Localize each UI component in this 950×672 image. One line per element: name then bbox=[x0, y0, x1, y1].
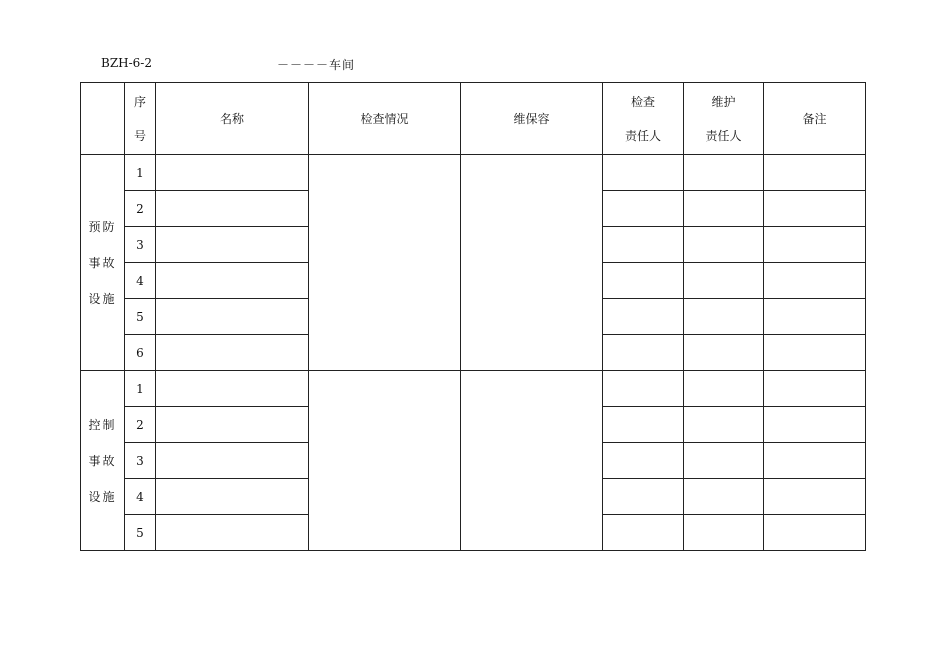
maintainer-cell[interactable] bbox=[684, 227, 764, 263]
remarks-cell[interactable] bbox=[764, 263, 866, 299]
inspector-cell[interactable] bbox=[603, 191, 684, 227]
remarks-header: 备注 bbox=[764, 83, 866, 155]
group-label-cell bbox=[81, 371, 125, 551]
group-label-line: 事故 bbox=[88, 255, 117, 270]
maintainer-cell[interactable] bbox=[684, 371, 764, 407]
inspector-cell[interactable] bbox=[603, 407, 684, 443]
name-cell[interactable] bbox=[156, 191, 309, 227]
inspector-cell[interactable] bbox=[603, 299, 684, 335]
maintainer-cell[interactable] bbox=[684, 479, 764, 515]
row-number: 5 bbox=[125, 299, 156, 335]
seq-header bbox=[125, 83, 156, 155]
workshop-label: －－－－车间 bbox=[277, 58, 356, 72]
maintainer-cell[interactable] bbox=[684, 407, 764, 443]
maintainer-cell[interactable] bbox=[684, 299, 764, 335]
group-label-line: 事故 bbox=[88, 453, 117, 468]
maintainer-cell[interactable] bbox=[684, 155, 764, 191]
name-header: 名称 bbox=[156, 83, 309, 155]
maintenance-cell[interactable] bbox=[461, 371, 603, 551]
group-header-cell bbox=[81, 83, 125, 155]
maintainer-cell[interactable] bbox=[684, 443, 764, 479]
remarks-cell[interactable] bbox=[764, 479, 866, 515]
inspector-header-line2: 责任人 bbox=[624, 128, 661, 143]
name-cell[interactable] bbox=[156, 515, 309, 551]
seq-header-line1: 序 bbox=[133, 94, 146, 109]
maintenance-cell[interactable] bbox=[461, 155, 603, 371]
inspector-cell[interactable] bbox=[603, 263, 684, 299]
inspector-cell[interactable] bbox=[603, 227, 684, 263]
name-cell[interactable] bbox=[156, 263, 309, 299]
name-cell[interactable] bbox=[156, 479, 309, 515]
remarks-cell[interactable] bbox=[764, 191, 866, 227]
inspector-cell[interactable] bbox=[603, 443, 684, 479]
maintainer-header-line1: 维护 bbox=[711, 94, 736, 109]
row-number: 6 bbox=[125, 335, 156, 371]
row-number: 1 bbox=[125, 371, 156, 407]
name-cell[interactable] bbox=[156, 443, 309, 479]
group-label bbox=[81, 209, 124, 317]
remarks-cell[interactable] bbox=[764, 227, 866, 263]
row-number: 4 bbox=[125, 479, 156, 515]
table-row bbox=[81, 371, 866, 407]
row-number: 2 bbox=[125, 191, 156, 227]
group-label-line: 设施 bbox=[88, 291, 117, 306]
name-cell[interactable] bbox=[156, 335, 309, 371]
inspector-header-line1: 检查 bbox=[630, 94, 655, 109]
inspection-table bbox=[80, 82, 866, 551]
inspector-header bbox=[603, 83, 684, 155]
inspector-cell[interactable] bbox=[603, 515, 684, 551]
name-cell[interactable] bbox=[156, 299, 309, 335]
remarks-cell[interactable] bbox=[764, 155, 866, 191]
group-label bbox=[81, 407, 124, 515]
row-number: 3 bbox=[125, 227, 156, 263]
inspection-cell[interactable] bbox=[309, 371, 461, 551]
inspection-cell[interactable] bbox=[309, 155, 461, 371]
maintenance-header: 维保容 bbox=[461, 83, 603, 155]
maintainer-cell[interactable] bbox=[684, 335, 764, 371]
inspection-header: 检查情况 bbox=[309, 83, 461, 155]
maintainer-cell[interactable] bbox=[684, 515, 764, 551]
maintainer-header-line2: 责任人 bbox=[705, 128, 742, 143]
remarks-cell[interactable] bbox=[764, 299, 866, 335]
maintainer-cell[interactable] bbox=[684, 191, 764, 227]
group-label-cell bbox=[81, 155, 125, 371]
remarks-cell[interactable] bbox=[764, 371, 866, 407]
inspector-cell[interactable] bbox=[603, 155, 684, 191]
remarks-cell[interactable] bbox=[764, 515, 866, 551]
name-cell[interactable] bbox=[156, 227, 309, 263]
group-label-line: 设施 bbox=[88, 489, 117, 504]
seq-header-line2: 号 bbox=[133, 128, 146, 143]
maintainer-header bbox=[684, 83, 764, 155]
inspector-cell[interactable] bbox=[603, 371, 684, 407]
row-number: 4 bbox=[125, 263, 156, 299]
row-number: 3 bbox=[125, 443, 156, 479]
form-code: BZH-6-2 bbox=[101, 56, 152, 70]
remarks-cell[interactable] bbox=[764, 443, 866, 479]
maintainer-cell[interactable] bbox=[684, 263, 764, 299]
group-label-line: 预防 bbox=[88, 219, 117, 234]
name-cell[interactable] bbox=[156, 407, 309, 443]
group-label-line: 控制 bbox=[88, 417, 117, 432]
remarks-cell[interactable] bbox=[764, 335, 866, 371]
row-number: 1 bbox=[125, 155, 156, 191]
row-number: 5 bbox=[125, 515, 156, 551]
name-cell[interactable] bbox=[156, 371, 309, 407]
name-cell[interactable] bbox=[156, 155, 309, 191]
inspector-cell[interactable] bbox=[603, 479, 684, 515]
inspector-cell[interactable] bbox=[603, 335, 684, 371]
table-row bbox=[81, 155, 866, 191]
remarks-cell[interactable] bbox=[764, 407, 866, 443]
row-number: 2 bbox=[125, 407, 156, 443]
header-row bbox=[81, 83, 866, 155]
